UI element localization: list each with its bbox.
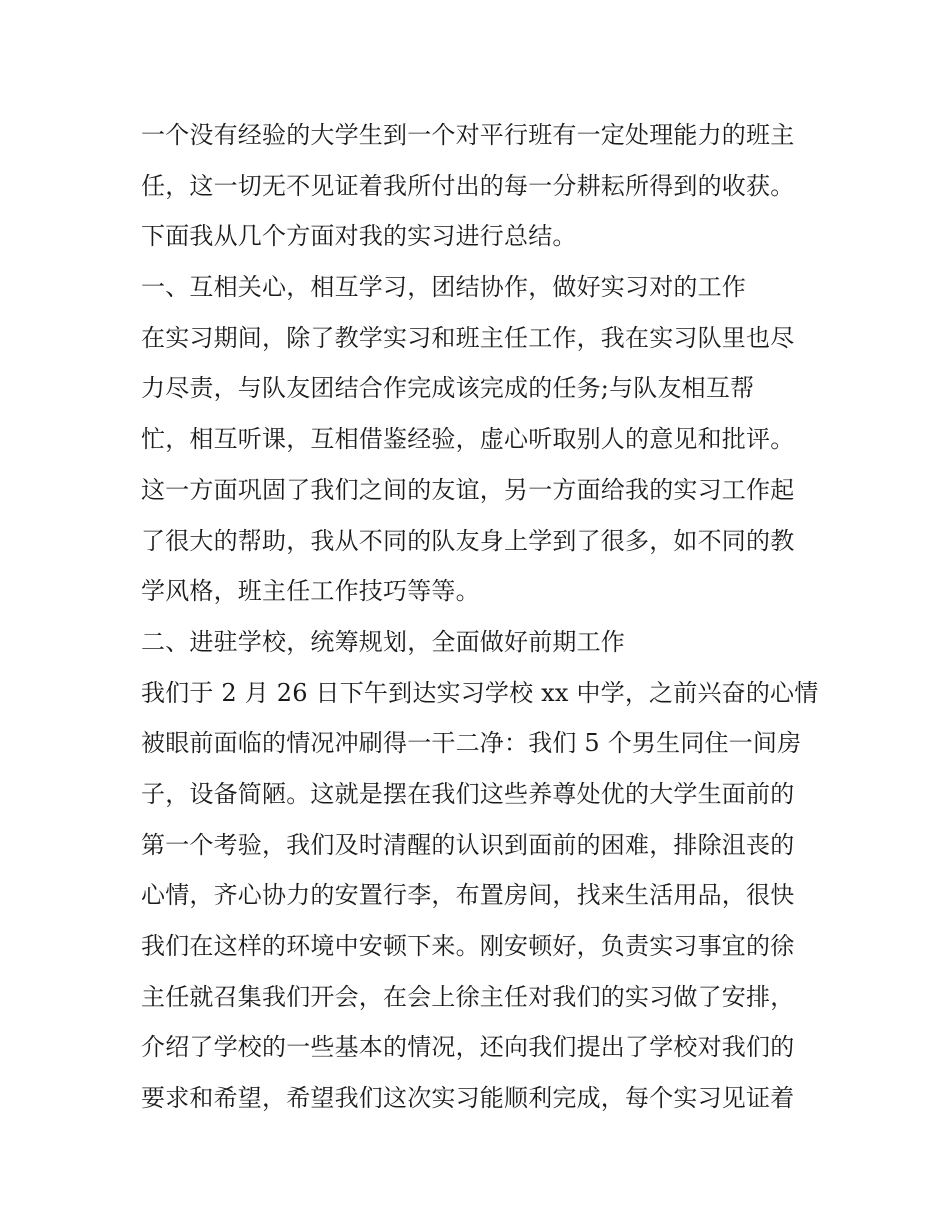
text-line: 忙，相互听课，互相借鉴经验，虚心听取别人的意见和批评。: [141, 425, 795, 454]
text-line: 力尽责，与队友团结合作完成该完成的任务;与队友相互帮: [141, 374, 755, 403]
text-line: 要求和希望，希望我们这次实习能顺利完成，每个实习见证着: [141, 1084, 795, 1113]
section-heading-2: 二、进驻学校，统筹规划，全面做好前期工作: [141, 627, 625, 656]
text-line: 心情，齐心协力的安置行李，布置房间，找来生活用品，很快: [141, 881, 795, 910]
text-line: 学风格，班主任工作技巧等等。: [141, 577, 480, 606]
text-line: 在实习期间，除了教学实习和班主任工作，我在实习队里也尽: [141, 323, 795, 352]
text-line: 下面我从几个方面对我的实习进行总结。: [141, 222, 577, 251]
text-line: 子，设备简陋。这就是摆在我们这些养尊处优的大学生面前的: [141, 779, 795, 808]
text-line: 一个没有经验的大学生到一个对平行班有一定处理能力的班主: [141, 121, 795, 149]
text-line: 第一个考验，我们及时清醒的认识到面前的困难，排除沮丧的: [141, 830, 795, 859]
text-line: 介绍了学校的一些基本的情况，还向我们提出了学校对我们的: [141, 1033, 795, 1062]
text-line: 了很大的帮助，我从不同的队友身上学到了很多，如不同的教: [141, 526, 795, 555]
text-line: 任，这一切无不见证着我所付出的每一分耕耘所得到的收获。: [141, 171, 795, 200]
text-line: 主任就召集我们开会，在会上徐主任对我们的实习做了安排，: [141, 982, 795, 1011]
section-heading-1: 一、互相关心，相互学习，团结协作，做好实习对的工作: [141, 273, 746, 302]
text-line: 这一方面巩固了我们之间的友谊，另一方面给我的实习工作起: [141, 475, 795, 504]
text-line: 我们在这样的环境中安顿下来。刚安顿好，负责实习事宜的徐: [141, 932, 795, 960]
text-line: 被眼前面临的情况冲刷得一干二净：我们 5 个男生同住一间房: [141, 729, 802, 758]
text-line: 我们于 2 月 26 日下午到达实习学校 xx 中学，之前兴奋的心情: [141, 678, 819, 707]
body-text: [141, 110, 831, 1124]
